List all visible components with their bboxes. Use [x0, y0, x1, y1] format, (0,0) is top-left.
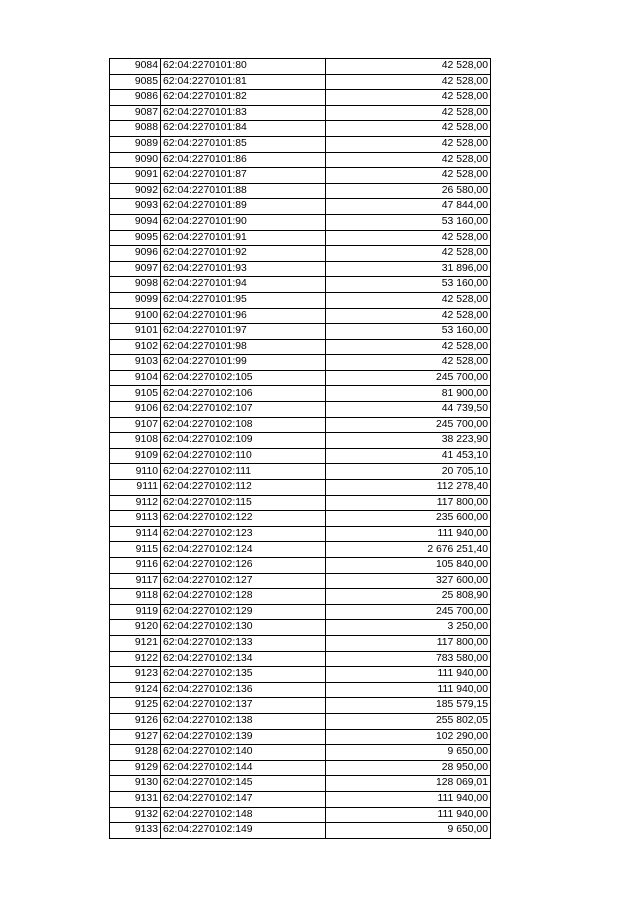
table-row: [110, 90, 491, 106]
cadastral-value-cell: 42 528,00: [326, 152, 491, 168]
row-number-cell: 9124: [110, 682, 161, 698]
cadastral-number-cell: 62:04:2270101:96: [161, 308, 326, 324]
cadastral-value-cell: 42 528,00: [326, 355, 491, 371]
row-number-cell: 9101: [110, 324, 161, 340]
cadastral-number-cell: 62:04:2270102:127: [161, 573, 326, 589]
table-row: [110, 667, 491, 683]
row-number-cell: 9085: [110, 74, 161, 90]
cadastral-value-cell: 42 528,00: [326, 90, 491, 106]
table-row: [110, 526, 491, 542]
table-row: [110, 121, 491, 137]
row-number-cell: 9119: [110, 604, 161, 620]
cadastral-number-cell: 62:04:2270102:108: [161, 417, 326, 433]
cadastral-number-cell: 62:04:2270101:93: [161, 261, 326, 277]
row-number-cell: 9090: [110, 152, 161, 168]
table-row: [110, 713, 491, 729]
row-number-cell: 9117: [110, 573, 161, 589]
table-body: [110, 59, 491, 839]
cadastral-number-cell: 62:04:2270102:111: [161, 464, 326, 480]
cadastral-number-cell: 62:04:2270102:124: [161, 542, 326, 558]
table-row: [110, 261, 491, 277]
cadastral-number-cell: 62:04:2270102:136: [161, 682, 326, 698]
row-number-cell: 9112: [110, 495, 161, 511]
cadastral-number-cell: 62:04:2270102:138: [161, 713, 326, 729]
cadastral-number-cell: 62:04:2270101:92: [161, 246, 326, 262]
cadastral-value-cell: 42 528,00: [326, 136, 491, 152]
table-row: [110, 511, 491, 527]
cadastral-value-cell: 327 600,00: [326, 573, 491, 589]
table-row: [110, 214, 491, 230]
cadastral-value-table: [109, 58, 491, 839]
table-row: [110, 620, 491, 636]
table-row: [110, 292, 491, 308]
cadastral-number-cell: 62:04:2270101:86: [161, 152, 326, 168]
cadastral-value-cell: 255 802,05: [326, 713, 491, 729]
row-number-cell: 9129: [110, 760, 161, 776]
cadastral-number-cell: 62:04:2270101:84: [161, 121, 326, 137]
row-number-cell: 9102: [110, 339, 161, 355]
cadastral-value-cell: 9 650,00: [326, 823, 491, 839]
table-row: [110, 230, 491, 246]
row-number-cell: 9086: [110, 90, 161, 106]
cadastral-number-cell: 62:04:2270102:109: [161, 433, 326, 449]
row-number-cell: 9111: [110, 480, 161, 496]
row-number-cell: 9125: [110, 698, 161, 714]
cadastral-value-cell: 42 528,00: [326, 339, 491, 355]
cadastral-value-cell: 42 528,00: [326, 308, 491, 324]
cadastral-number-cell: 62:04:2270102:110: [161, 448, 326, 464]
cadastral-value-cell: 3 250,00: [326, 620, 491, 636]
cadastral-value-cell: 42 528,00: [326, 74, 491, 90]
cadastral-value-cell: 41 453,10: [326, 448, 491, 464]
row-number-cell: 9096: [110, 246, 161, 262]
row-number-cell: 9115: [110, 542, 161, 558]
cadastral-value-cell: 117 800,00: [326, 495, 491, 511]
table-row: [110, 417, 491, 433]
cadastral-value-cell: 783 580,00: [326, 651, 491, 667]
row-number-cell: 9089: [110, 136, 161, 152]
cadastral-value-cell: 42 528,00: [326, 292, 491, 308]
cadastral-value-cell: 2 676 251,40: [326, 542, 491, 558]
cadastral-number-cell: 62:04:2270102:140: [161, 745, 326, 761]
row-number-cell: 9092: [110, 183, 161, 199]
row-number-cell: 9131: [110, 791, 161, 807]
table-row: [110, 136, 491, 152]
table-row: [110, 183, 491, 199]
cadastral-value-cell: 53 160,00: [326, 324, 491, 340]
cadastral-value-cell: 53 160,00: [326, 277, 491, 293]
cadastral-value-cell: 25 808,90: [326, 589, 491, 605]
cadastral-value-cell: 42 528,00: [326, 246, 491, 262]
table-row: [110, 480, 491, 496]
table-row: [110, 308, 491, 324]
cadastral-value-cell: 245 700,00: [326, 417, 491, 433]
row-number-cell: 9110: [110, 464, 161, 480]
cadastral-value-cell: 42 528,00: [326, 105, 491, 121]
row-number-cell: 9103: [110, 355, 161, 371]
row-number-cell: 9099: [110, 292, 161, 308]
row-number-cell: 9126: [110, 713, 161, 729]
table-row: [110, 604, 491, 620]
table-row: [110, 823, 491, 839]
row-number-cell: 9091: [110, 168, 161, 184]
table-row: [110, 745, 491, 761]
table-row: [110, 355, 491, 371]
cadastral-number-cell: 62:04:2270102:134: [161, 651, 326, 667]
cadastral-number-cell: 62:04:2270101:83: [161, 105, 326, 121]
cadastral-value-cell: 81 900,00: [326, 386, 491, 402]
cadastral-number-cell: 62:04:2270102:147: [161, 791, 326, 807]
cadastral-value-cell: 47 844,00: [326, 199, 491, 215]
cadastral-number-cell: 62:04:2270101:87: [161, 168, 326, 184]
cadastral-number-cell: 62:04:2270101:80: [161, 59, 326, 75]
cadastral-value-cell: 42 528,00: [326, 59, 491, 75]
cadastral-number-cell: 62:04:2270102:105: [161, 370, 326, 386]
table-row: [110, 74, 491, 90]
cadastral-value-cell: 111 940,00: [326, 807, 491, 823]
table-row: [110, 807, 491, 823]
row-number-cell: 9120: [110, 620, 161, 636]
cadastral-value-cell: 111 940,00: [326, 791, 491, 807]
cadastral-number-cell: 62:04:2270102:122: [161, 511, 326, 527]
table-row: [110, 776, 491, 792]
cadastral-value-cell: 112 278,40: [326, 480, 491, 496]
row-number-cell: 9109: [110, 448, 161, 464]
row-number-cell: 9121: [110, 635, 161, 651]
cadastral-value-cell: 102 290,00: [326, 729, 491, 745]
table-row: [110, 152, 491, 168]
row-number-cell: 9108: [110, 433, 161, 449]
table-row: [110, 59, 491, 75]
row-number-cell: 9097: [110, 261, 161, 277]
cadastral-number-cell: 62:04:2270102:135: [161, 667, 326, 683]
cadastral-number-cell: 62:04:2270102:145: [161, 776, 326, 792]
cadastral-number-cell: 62:04:2270101:98: [161, 339, 326, 355]
cadastral-value-cell: 26 580,00: [326, 183, 491, 199]
cadastral-number-cell: 62:04:2270102:128: [161, 589, 326, 605]
row-number-cell: 9118: [110, 589, 161, 605]
table-row: [110, 433, 491, 449]
cadastral-value-cell: 28 950,00: [326, 760, 491, 776]
cadastral-value-cell: 117 800,00: [326, 635, 491, 651]
table-row: [110, 448, 491, 464]
cadastral-number-cell: 62:04:2270102:107: [161, 402, 326, 418]
table-row: [110, 324, 491, 340]
cadastral-number-cell: 62:04:2270101:91: [161, 230, 326, 246]
cadastral-value-cell: 20 705,10: [326, 464, 491, 480]
row-number-cell: 9104: [110, 370, 161, 386]
cadastral-value-cell: 38 223,90: [326, 433, 491, 449]
row-number-cell: 9113: [110, 511, 161, 527]
cadastral-number-cell: 62:04:2270102:112: [161, 480, 326, 496]
cadastral-number-cell: 62:04:2270101:82: [161, 90, 326, 106]
row-number-cell: 9094: [110, 214, 161, 230]
cadastral-number-cell: 62:04:2270102:115: [161, 495, 326, 511]
cadastral-value-cell: 111 940,00: [326, 526, 491, 542]
table-row: [110, 168, 491, 184]
cadastral-number-cell: 62:04:2270102:139: [161, 729, 326, 745]
table-row: [110, 339, 491, 355]
row-number-cell: 9100: [110, 308, 161, 324]
cadastral-number-cell: 62:04:2270101:89: [161, 199, 326, 215]
cadastral-value-cell: 235 600,00: [326, 511, 491, 527]
row-number-cell: 9127: [110, 729, 161, 745]
cadastral-value-cell: 53 160,00: [326, 214, 491, 230]
row-number-cell: 9116: [110, 558, 161, 574]
table-row: [110, 370, 491, 386]
table-row: [110, 729, 491, 745]
cadastral-number-cell: 62:04:2270102:106: [161, 386, 326, 402]
table-row: [110, 698, 491, 714]
cadastral-value-cell: 185 579,15: [326, 698, 491, 714]
cadastral-value-cell: 42 528,00: [326, 230, 491, 246]
table-row: [110, 682, 491, 698]
row-number-cell: 9088: [110, 121, 161, 137]
table-row: [110, 760, 491, 776]
table-row: [110, 573, 491, 589]
cadastral-number-cell: 62:04:2270102:133: [161, 635, 326, 651]
row-number-cell: 9105: [110, 386, 161, 402]
row-number-cell: 9133: [110, 823, 161, 839]
table-row: [110, 402, 491, 418]
row-number-cell: 9122: [110, 651, 161, 667]
table-row: [110, 199, 491, 215]
cadastral-number-cell: 62:04:2270101:94: [161, 277, 326, 293]
table-row: [110, 277, 491, 293]
cadastral-value-cell: 42 528,00: [326, 168, 491, 184]
cadastral-number-cell: 62:04:2270102:149: [161, 823, 326, 839]
table-row: [110, 651, 491, 667]
cadastral-value-cell: 44 739,50: [326, 402, 491, 418]
cadastral-value-cell: 42 528,00: [326, 121, 491, 137]
cadastral-value-cell: 105 840,00: [326, 558, 491, 574]
table-row: [110, 246, 491, 262]
cadastral-value-cell: 245 700,00: [326, 604, 491, 620]
table-row: [110, 386, 491, 402]
table-row: [110, 635, 491, 651]
row-number-cell: 9130: [110, 776, 161, 792]
cadastral-number-cell: 62:04:2270102:129: [161, 604, 326, 620]
cadastral-number-cell: 62:04:2270102:130: [161, 620, 326, 636]
row-number-cell: 9123: [110, 667, 161, 683]
cadastral-number-cell: 62:04:2270101:85: [161, 136, 326, 152]
cadastral-number-cell: 62:04:2270102:137: [161, 698, 326, 714]
cadastral-value-cell: 128 069,01: [326, 776, 491, 792]
row-number-cell: 9106: [110, 402, 161, 418]
table-row: [110, 542, 491, 558]
row-number-cell: 9098: [110, 277, 161, 293]
cadastral-number-cell: 62:04:2270101:99: [161, 355, 326, 371]
cadastral-value-cell: 245 700,00: [326, 370, 491, 386]
table-row: [110, 791, 491, 807]
row-number-cell: 9095: [110, 230, 161, 246]
row-number-cell: 9114: [110, 526, 161, 542]
cadastral-number-cell: 62:04:2270101:81: [161, 74, 326, 90]
cadastral-number-cell: 62:04:2270101:90: [161, 214, 326, 230]
cadastral-number-cell: 62:04:2270102:148: [161, 807, 326, 823]
cadastral-number-cell: 62:04:2270101:88: [161, 183, 326, 199]
row-number-cell: 9132: [110, 807, 161, 823]
row-number-cell: 9087: [110, 105, 161, 121]
table-row: [110, 495, 491, 511]
cadastral-number-cell: 62:04:2270102:144: [161, 760, 326, 776]
row-number-cell: 9093: [110, 199, 161, 215]
cadastral-number-cell: 62:04:2270101:97: [161, 324, 326, 340]
cadastral-number-cell: 62:04:2270101:95: [161, 292, 326, 308]
cadastral-number-cell: 62:04:2270102:126: [161, 558, 326, 574]
cadastral-value-cell: 111 940,00: [326, 667, 491, 683]
cadastral-number-cell: 62:04:2270102:123: [161, 526, 326, 542]
cadastral-value-cell: 31 896,00: [326, 261, 491, 277]
row-number-cell: 9128: [110, 745, 161, 761]
cadastral-value-cell: 111 940,00: [326, 682, 491, 698]
row-number-cell: 9084: [110, 59, 161, 75]
table-row: [110, 105, 491, 121]
table-row: [110, 589, 491, 605]
row-number-cell: 9107: [110, 417, 161, 433]
table-row: [110, 464, 491, 480]
cadastral-value-cell: 9 650,00: [326, 745, 491, 761]
table-row: [110, 558, 491, 574]
